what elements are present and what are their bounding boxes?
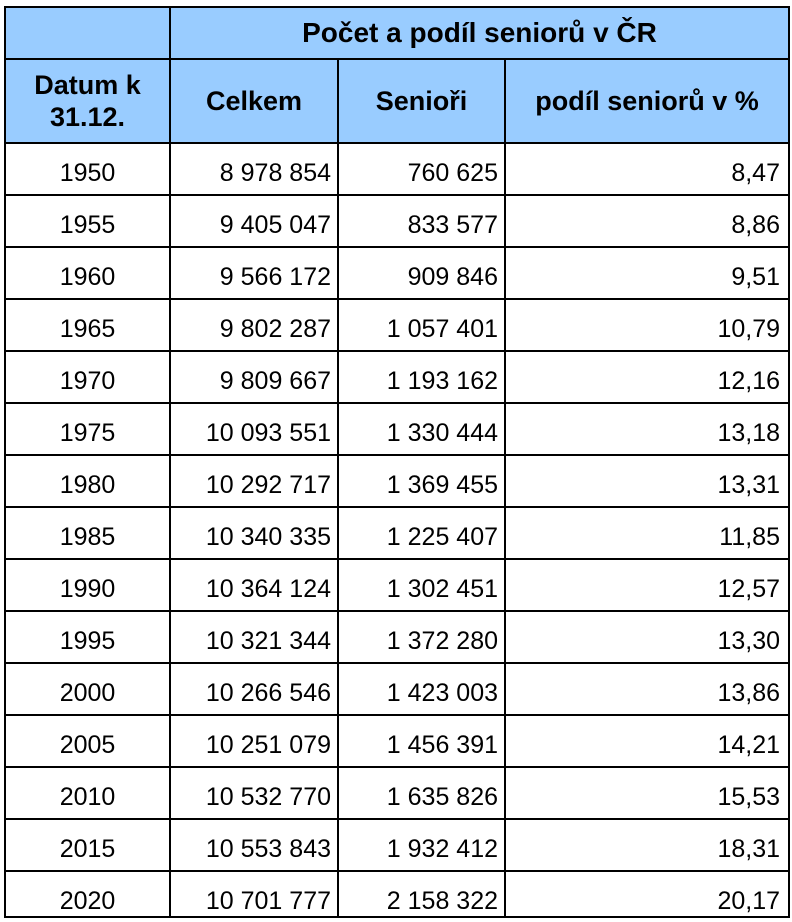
year-cell: 1985 [5,507,170,559]
seniors-cell: 1 635 826 [338,767,505,819]
year-cell: 1990 [5,559,170,611]
share-cell: 8,47 [505,143,789,195]
share-cell: 11,85 [505,507,789,559]
table-row [5,871,789,917]
header-share: podíl seniorů v % [505,59,789,143]
year-cell: 1960 [5,247,170,299]
table-row [5,351,789,403]
share-cell: 13,30 [505,611,789,663]
year-cell: 2000 [5,663,170,715]
seniors-cell: 1 057 401 [338,299,505,351]
total-cell: 9 802 287 [170,299,338,351]
total-cell: 10 251 079 [170,715,338,767]
seniors-cell: 1 456 391 [338,715,505,767]
empty-corner-cell [5,7,170,59]
table-row [5,559,789,611]
share-cell: 14,21 [505,715,789,767]
table-row [5,767,789,819]
year-cell: 2020 [5,871,170,917]
table-row [5,299,789,351]
seniors-cell: 1 330 444 [338,403,505,455]
table-row [5,715,789,767]
seniors-cell: 909 846 [338,247,505,299]
total-cell: 10 340 335 [170,507,338,559]
total-cell: 10 364 124 [170,559,338,611]
year-cell: 1980 [5,455,170,507]
total-cell: 10 701 777 [170,871,338,917]
year-cell: 1965 [5,299,170,351]
share-cell: 12,16 [505,351,789,403]
year-cell: 2005 [5,715,170,767]
share-cell: 13,86 [505,663,789,715]
table-row [5,663,789,715]
year-cell: 1970 [5,351,170,403]
share-cell: 15,53 [505,767,789,819]
share-cell: 13,31 [505,455,789,507]
table-row [5,403,789,455]
seniors-cell: 1 423 003 [338,663,505,715]
table-row [5,143,789,195]
year-cell: 1975 [5,403,170,455]
seniors-cell: 833 577 [338,195,505,247]
header-total: Celkem [170,59,338,143]
title-row [5,7,789,59]
year-cell: 1955 [5,195,170,247]
total-cell: 9 809 667 [170,351,338,403]
table-row [5,247,789,299]
share-cell: 10,79 [505,299,789,351]
table-row [5,455,789,507]
header-seniors: Senioři [338,59,505,143]
total-cell: 10 553 843 [170,819,338,871]
table-row [5,819,789,871]
total-cell: 10 532 770 [170,767,338,819]
year-cell: 1995 [5,611,170,663]
year-cell: 2010 [5,767,170,819]
table-title: Počet a podíl seniorů v ČR [170,7,789,59]
share-cell: 20,17 [505,871,789,917]
seniors-table [4,6,790,918]
total-cell: 10 093 551 [170,403,338,455]
year-cell: 1950 [5,143,170,195]
seniors-cell: 760 625 [338,143,505,195]
table-row [5,611,789,663]
seniors-cell: 2 158 322 [338,871,505,917]
table-row [5,195,789,247]
total-cell: 10 292 717 [170,455,338,507]
seniors-cell: 1 302 451 [338,559,505,611]
table-row [5,507,789,559]
header-row [5,59,789,143]
total-cell: 9 405 047 [170,195,338,247]
seniors-cell: 1 372 280 [338,611,505,663]
share-cell: 8,86 [505,195,789,247]
seniors-cell: 1 193 162 [338,351,505,403]
year-cell: 2015 [5,819,170,871]
share-cell: 13,18 [505,403,789,455]
total-cell: 10 266 546 [170,663,338,715]
total-cell: 8 978 854 [170,143,338,195]
header-date: Datum k 31.12. [5,59,170,143]
share-cell: 18,31 [505,819,789,871]
seniors-cell: 1 225 407 [338,507,505,559]
seniors-cell: 1 932 412 [338,819,505,871]
total-cell: 10 321 344 [170,611,338,663]
share-cell: 12,57 [505,559,789,611]
share-cell: 9,51 [505,247,789,299]
total-cell: 9 566 172 [170,247,338,299]
seniors-cell: 1 369 455 [338,455,505,507]
